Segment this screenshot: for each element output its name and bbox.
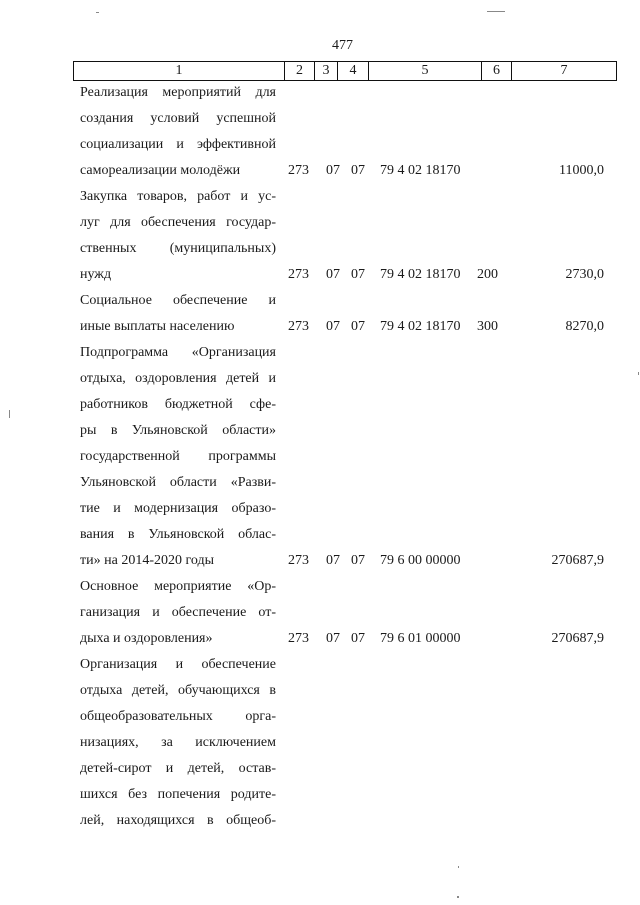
subsection-code: 07 (351, 319, 365, 334)
scan-speck (457, 896, 459, 898)
row-description (80, 288, 276, 340)
description-line: лей, находящихся в общеоб- (80, 813, 276, 828)
description-line: общеобразовательных орга- (80, 709, 276, 724)
scan-speck (638, 372, 639, 375)
amount-value: 270687,9 (551, 631, 604, 646)
scan-speck (96, 12, 99, 13)
expense-type-code: 200 (477, 267, 498, 282)
scan-speck (487, 11, 505, 12)
header-col-1: 1 (74, 62, 285, 81)
target-article-code: 79 4 02 18170 (380, 267, 461, 282)
ministry-code: 273 (288, 553, 309, 568)
subsection-code: 07 (351, 553, 365, 568)
amount-value: 2730,0 (565, 267, 604, 282)
ministry-code: 273 (288, 267, 309, 282)
description-line: государственной программы (80, 449, 276, 464)
header-col-2: 2 (285, 62, 315, 81)
description-line: ры в Ульяновской области» (80, 423, 276, 438)
description-line: Организация и обеспечение (80, 657, 276, 672)
description-line: иные выплаты населению (80, 319, 235, 334)
target-article-code: 79 4 02 18170 (380, 319, 461, 334)
description-line: отдыха, оздоровления детей и (80, 371, 276, 386)
ministry-code: 273 (288, 631, 309, 646)
section-code: 07 (326, 319, 340, 334)
section-code: 07 (326, 553, 340, 568)
ministry-code: 273 (288, 319, 309, 334)
row-description (80, 574, 276, 652)
row-description (80, 80, 276, 184)
header-col-7: 7 (512, 62, 617, 81)
section-code: 07 (326, 267, 340, 282)
description-line: создания условий успешной (80, 111, 276, 126)
description-line: тие и модернизация образо- (80, 501, 276, 516)
column-header-table (73, 61, 617, 81)
page-number: 477 (332, 38, 353, 53)
description-line: Закупка товаров, работ и ус- (80, 189, 276, 204)
description-line: Ульяновской области «Разви- (80, 475, 276, 490)
description-line: ганизация и обеспечение от- (80, 605, 276, 620)
description-line: вания в Ульяновской облас- (80, 527, 276, 542)
description-line: дыха и оздоровления» (80, 631, 213, 646)
header-col-4: 4 (338, 62, 369, 81)
amount-value: 270687,9 (551, 553, 604, 568)
scan-speck (9, 410, 10, 418)
description-line: луг для обеспечения государ- (80, 215, 276, 230)
description-line: Подпрограмма «Организация (80, 345, 276, 360)
scan-speck (458, 866, 459, 868)
description-line: самореализации молодёжи (80, 163, 241, 178)
subsection-code: 07 (351, 267, 365, 282)
section-code: 07 (326, 163, 340, 178)
header-col-6: 6 (482, 62, 512, 81)
expense-type-code: 300 (477, 319, 498, 334)
ministry-code: 273 (288, 163, 309, 178)
row-description (80, 340, 276, 574)
target-article-code: 79 6 00 00000 (380, 553, 461, 568)
section-code: 07 (326, 631, 340, 646)
description-line: отдыха детей, обучающихся в (80, 683, 276, 698)
description-line: ственных (муниципальных) (80, 241, 276, 256)
description-line: шихся без попечения родите- (80, 787, 276, 802)
target-article-code: 79 4 02 18170 (380, 163, 461, 178)
header-row (74, 62, 617, 81)
header-col-5: 5 (369, 62, 482, 81)
description-line: Социальное обеспечение и (80, 293, 276, 308)
amount-value: 11000,0 (559, 163, 604, 178)
description-line: ти» на 2014-2020 годы (80, 553, 214, 568)
header-col-3: 3 (315, 62, 338, 81)
target-article-code: 79 6 01 00000 (380, 631, 461, 646)
description-line: Основное мероприятие «Ор- (80, 579, 276, 594)
row-description (80, 184, 276, 288)
description-line: низациях, за исключением (80, 735, 276, 750)
description-line: нужд (80, 267, 112, 282)
description-line: детей-сирот и детей, остав- (80, 761, 276, 776)
description-line: работников бюджетной сфе- (80, 397, 276, 412)
description-line: социализации и эффективной (80, 137, 276, 152)
row-description (80, 652, 276, 834)
subsection-code: 07 (351, 163, 365, 178)
subsection-code: 07 (351, 631, 365, 646)
description-line: Реализация мероприятий для (80, 85, 276, 100)
amount-value: 8270,0 (565, 319, 604, 334)
